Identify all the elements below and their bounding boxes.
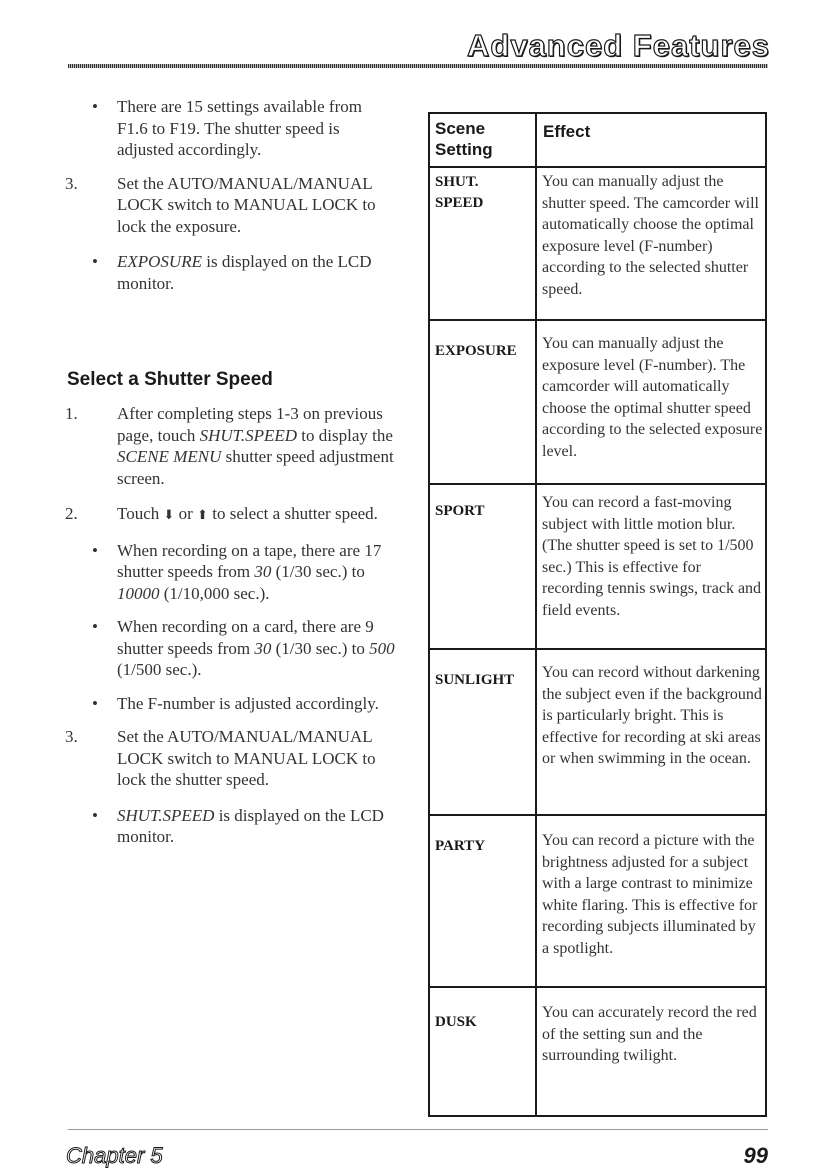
row-divider <box>430 319 765 321</box>
bullet-tape-speeds: • When recording on a tape, there are 17 shutter speeds from 30 (1/30 sec.) to 10000 (1/10,000 sec.). <box>92 540 382 603</box>
page-header-title: Advanced Features <box>467 28 770 63</box>
row-effect-dusk: You can accurately record the red of the setting sun and the surrounding twilight. <box>542 1004 757 1064</box>
header-rule <box>68 64 768 68</box>
row-effect-exposure: You can manually adjust the exposure level (F-number). The camcorder will automatically choose the optimal shutter speed according to the selected exposure level. <box>542 335 763 460</box>
row-divider <box>430 814 765 816</box>
bullet-card-speeds: • When recording on a card, there are 9 shutter speeds from 30 (1/30 sec.) to 500 (1/500 sec.). <box>92 617 395 679</box>
step-3-lock-exposure: 3. Set the AUTO/MANUAL/MANUAL LOCK switch to MANUAL LOCK to lock the exposure. <box>65 173 376 236</box>
bullet-aperture-range: • There are 15 settings available from F1.6 to F19. The shutter speed is adjusted accordingly. <box>92 97 362 159</box>
row-effect-shut-speed: You can manually adjust the shutter speed. The camcorder will automatically choose the optimal exposure level (F-number) according to the selected shutter speed. <box>542 173 759 298</box>
shutter-steps <box>65 403 395 860</box>
left-column <box>65 96 395 306</box>
up-arrow-icon: ⬆ <box>197 507 208 522</box>
row-setting-exposure: EXPOSURE <box>435 343 517 359</box>
table-header <box>430 114 765 168</box>
step-1-open-shutter-menu: 1. After completing steps 1-3 on previous page, touch SHUT.SPEED to display the SCENE MENU shutter speed adjustment screen. <box>65 404 394 488</box>
row-setting-party: PARTY <box>435 838 486 854</box>
step-2-select-speed: 2. Touch ⬇ or ⬆ to select a shutter speed. <box>65 504 378 523</box>
row-divider <box>430 483 765 485</box>
step-3-lock-shutter: 3. Set the AUTO/MANUAL/MANUAL LOCK switch to MANUAL LOCK to lock the shutter speed. <box>65 727 376 789</box>
column-divider <box>535 114 537 1115</box>
bullet-dot: • <box>92 97 98 116</box>
footer-chapter: Chapter 5 <box>66 1143 163 1168</box>
bullet-shutspeed-displayed: • SHUT.SPEED is displayed on the LCD monitor. <box>92 805 384 846</box>
row-setting-sport: SPORT <box>435 503 485 519</box>
scene-settings-table <box>428 112 767 1117</box>
row-effect-party: You can record a picture with the brightness adjusted for a subject with a large contrast to minimize white flaring. This is effective for recording subjects illuminated by a spotlight. <box>542 832 758 957</box>
row-setting-shut-speed: SHUT. SPEED <box>435 174 484 211</box>
row-setting-dusk: DUSK <box>435 1014 477 1030</box>
row-effect-sunlight: You can record without darkening the subject even if the background is particularly bright. This is effective for recording at ski areas or when swimming in the ocean. <box>542 664 762 767</box>
row-divider <box>430 648 765 650</box>
bullet-exposure-displayed: • EXPOSURE is displayed on the LCD monitor. <box>92 252 372 293</box>
down-arrow-icon: ⬇ <box>163 507 175 522</box>
row-effect-sport: You can record a fast-moving subject with little motion blur. (The shutter speed is set to 1/500 sec.) This is effective for recording tennis swings, track and field events. <box>542 494 762 619</box>
footer-rule <box>68 1129 768 1130</box>
row-setting-sunlight: SUNLIGHT <box>435 672 515 688</box>
row-divider <box>430 986 765 988</box>
section-heading: Select a Shutter Speed <box>67 369 273 390</box>
page-number: 99 <box>743 1143 768 1168</box>
header-scene-setting: Scene Setting <box>435 119 493 159</box>
header-effect: Effect <box>543 122 591 141</box>
bullet-fnumber-adjusted: • The F-number is adjusted accordingly. <box>92 693 379 713</box>
